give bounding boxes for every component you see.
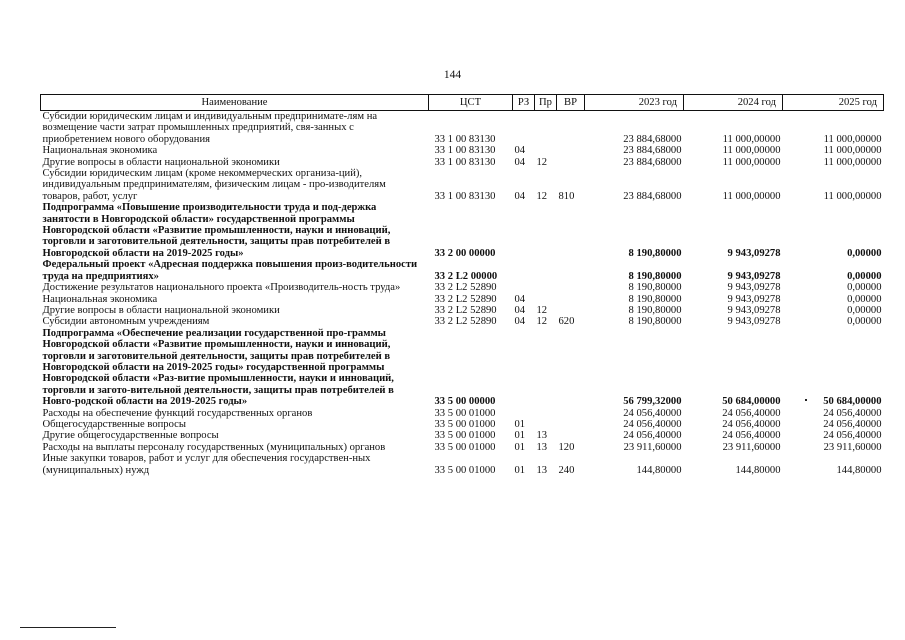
cell-pr	[535, 111, 557, 146]
cell-name: Иные закупки товаров, работ и услуг для обеспечения государствен-ных (муниципальных) нужд	[42, 453, 371, 476]
cell-pr: 12	[536, 304, 548, 316]
cell-rz: 04	[514, 316, 526, 328]
table-row	[41, 442, 884, 453]
cell-vr	[557, 157, 585, 168]
cell-2023: 24 056,40000	[623, 418, 682, 430]
cell-cst: 33 5 00 01000	[434, 464, 496, 476]
cell-2024: 11 000,00000	[722, 190, 781, 202]
cell-cst: 33 5 00 01000	[434, 418, 496, 430]
cell-2025: 50 684,00000	[823, 396, 882, 408]
header-vr: ВР	[557, 95, 585, 111]
cell-cst: 33 1 00 83130	[434, 156, 496, 168]
cell-2024: 9 943,09278	[727, 270, 781, 282]
header-2025: 2025 год	[783, 95, 884, 111]
cell-name: Расходы на выплаты персоналу государственных (муниципальных) органов	[42, 441, 386, 453]
cell-vr	[557, 305, 585, 316]
budget-table	[40, 94, 884, 476]
cell-2024: 11 000,00000	[722, 156, 781, 168]
cell-name: Субсидии юридическим лицам (кроме некоммерческих организа-ций), индивидуальным предпринимателям, физическим лицам - про-изводителям товаров, работ, услуг	[42, 168, 386, 202]
cell-rz	[513, 328, 535, 408]
table-row	[41, 294, 884, 305]
cell-name: Достижение результатов национального проекта «Производитель-ность труда»	[42, 282, 401, 294]
table-row	[41, 168, 884, 202]
cell-rz	[513, 408, 535, 419]
cell-2025: 11 000,00000	[823, 156, 882, 168]
cell-vr	[557, 408, 585, 419]
cell-pr	[535, 282, 557, 293]
header-2023: 2023 год	[585, 95, 684, 111]
cell-2023: 8 190,80000	[628, 270, 682, 282]
table-row	[41, 305, 884, 316]
header-pr: Пр	[535, 95, 557, 111]
cell-2023: 144,80000	[636, 464, 682, 476]
cell-pr: 13	[536, 441, 548, 453]
cell-2023: 24 056,40000	[623, 407, 682, 419]
cell-2023: 8 190,80000	[628, 293, 682, 305]
cell-cst: 33 2 L2 52890	[434, 293, 497, 305]
cell-rz: 04	[514, 190, 526, 202]
cell-2025: 11 000,00000	[823, 190, 882, 202]
cell-rz: 04	[514, 304, 526, 316]
table-row	[41, 408, 884, 419]
cell-cst: 33 5 00 01000	[434, 441, 496, 453]
cell-2024: 50 684,00000	[722, 396, 781, 408]
scan-speck	[805, 399, 807, 401]
cell-2024: 24 056,40000	[722, 418, 781, 430]
cell-pr: 12	[536, 156, 548, 168]
cell-vr	[557, 202, 585, 259]
cell-cst: 33 2 L2 52890	[434, 316, 497, 328]
cell-rz	[513, 202, 535, 259]
cell-2025: 11 000,00000	[823, 145, 882, 157]
cell-2025: 0,00000	[847, 316, 882, 328]
cell-vr	[557, 259, 585, 282]
cell-pr	[535, 408, 557, 419]
cell-cst: 33 1 00 83130	[434, 190, 496, 202]
cell-2025: 0,00000	[847, 293, 882, 305]
cell-2023: 23 884,68000	[623, 156, 682, 168]
header-cst: ЦСТ	[429, 95, 513, 111]
cell-vr	[557, 145, 585, 156]
table-row	[41, 145, 884, 156]
cell-rz: 04	[514, 145, 526, 157]
cell-pr	[535, 259, 557, 282]
cell-name: Национальная экономика	[42, 145, 158, 157]
cell-cst: 33 2 00 00000	[434, 247, 496, 259]
cell-rz	[513, 282, 535, 293]
cell-vr	[557, 328, 585, 408]
cell-pr: 12	[536, 190, 548, 202]
table-body	[41, 111, 884, 477]
cell-2024: 24 056,40000	[722, 430, 781, 442]
cell-2025: 0,00000	[847, 247, 882, 259]
cell-rz: 04	[514, 293, 526, 305]
table-row	[41, 259, 884, 282]
header-row	[41, 95, 884, 111]
cell-cst: 33 2 L2 00000	[434, 270, 498, 282]
cell-vr: 810	[558, 190, 575, 202]
cell-name: Другие вопросы в области национальной экономики	[42, 304, 280, 316]
table-row	[41, 202, 884, 259]
footnote-rule	[20, 627, 116, 628]
cell-name: Субсидии автономным учреждениям	[42, 316, 210, 328]
cell-2025: 0,00000	[847, 270, 882, 282]
header-rz: РЗ	[513, 95, 535, 111]
cell-cst: 33 2 L2 52890	[434, 282, 497, 294]
cell-pr: 12	[536, 316, 548, 328]
cell-name: Подпрограмма «Повышение производительности труда и под-держка занятости в Новгородской области» государственной программы Новгородской области «Развитие промышленности, науки и инноваций, торговли и заготовительной деятельности, защиты прав потребителей в Новгородской области на 2019-2025 годы»	[42, 202, 391, 259]
cell-2024: 11 000,00000	[722, 133, 781, 145]
cell-name: Общегосударственные вопросы	[42, 418, 186, 430]
cell-2025: 24 056,40000	[823, 418, 882, 430]
cell-2025: 144,80000	[836, 464, 882, 476]
cell-vr: 620	[558, 316, 575, 328]
cell-vr	[557, 430, 585, 441]
cell-rz: 01	[514, 430, 526, 442]
table-row	[41, 419, 884, 430]
cell-name: Субсидии юридическим лицам и индивидуальным предпринимате-лям на возмещение части затрат промышленных предприятий, свя-занных с приобретением нового оборудования	[42, 111, 378, 145]
cell-pr	[535, 419, 557, 430]
table-row	[41, 316, 884, 327]
cell-2024: 23 911,60000	[722, 441, 781, 453]
cell-pr: 13	[536, 430, 548, 442]
cell-2023: 8 190,80000	[628, 316, 682, 328]
cell-rz: 04	[514, 156, 526, 168]
header-name: Наименование	[41, 95, 429, 111]
cell-2023: 8 190,80000	[628, 304, 682, 316]
table-row	[41, 453, 884, 476]
cell-cst: 33 1 00 83130	[434, 145, 496, 157]
cell-2025: 24 056,40000	[823, 430, 882, 442]
cell-rz	[513, 259, 535, 282]
cell-2025: 23 911,60000	[823, 441, 882, 453]
cell-vr: 120	[558, 441, 575, 453]
cell-pr: 13	[536, 464, 548, 476]
cell-vr	[557, 294, 585, 305]
cell-2024: 9 943,09278	[727, 247, 781, 259]
cell-name: Федеральный проект «Адресная поддержка повышения произ-водительности труда на предприятиях»	[42, 259, 418, 282]
cell-vr	[557, 419, 585, 430]
cell-2024: 24 056,40000	[722, 407, 781, 419]
cell-2023: 8 190,80000	[628, 282, 682, 294]
cell-2024: 144,80000	[735, 464, 781, 476]
table-row	[41, 282, 884, 293]
table-row	[41, 111, 884, 146]
table-row	[41, 157, 884, 168]
cell-name: Национальная экономика	[42, 293, 158, 305]
cell-name: Подпрограмма «Обеспечение реализации государственной про-граммы Новгородской области «Развитие промышленности, науки и инноваций, торговли и заготовительной деятельности, защиты прав потребителей в Новгородской области на 2019-2025 годы» государственной программы Новгородской области «Раз-витие промышленности, науки и инноваций, торговли и загото-вительной деятельности, защиты прав потребителей в Новго-родской области на 2019-2025 годы»	[42, 327, 394, 408]
cell-2025: 11 000,00000	[823, 133, 882, 145]
cell-rz: 01	[514, 441, 526, 453]
header-2024: 2024 год	[684, 95, 783, 111]
cell-cst: 33 1 00 83130	[434, 133, 496, 145]
cell-cst: 33 2 L2 52890	[434, 304, 497, 316]
cell-pr	[535, 145, 557, 156]
cell-2025: 24 056,40000	[823, 407, 882, 419]
cell-2025: 0,00000	[847, 304, 882, 316]
table-row	[41, 430, 884, 441]
cell-2023: 8 190,80000	[628, 247, 682, 259]
cell-2023: 56 799,32000	[623, 396, 682, 408]
cell-name: Расходы на обеспечение функций государственных органов	[42, 407, 313, 419]
cell-2025: 0,00000	[847, 282, 882, 294]
page-number: 144	[443, 69, 462, 81]
cell-2024: 9 943,09278	[727, 316, 781, 328]
table-header	[41, 95, 884, 111]
cell-pr	[535, 328, 557, 408]
cell-vr	[557, 282, 585, 293]
cell-rz: 01	[514, 418, 526, 430]
cell-name: Другие вопросы в области национальной экономики	[42, 156, 280, 168]
table-row	[41, 328, 884, 408]
cell-rz	[513, 111, 535, 146]
cell-cst: 33 5 00 01000	[434, 407, 496, 419]
cell-rz: 01	[514, 464, 526, 476]
cell-2024: 9 943,09278	[727, 304, 781, 316]
cell-vr: 240	[558, 464, 575, 476]
cell-2024: 9 943,09278	[727, 293, 781, 305]
cell-cst: 33 5 00 01000	[434, 430, 496, 442]
cell-pr	[535, 202, 557, 259]
cell-2023: 23 884,68000	[623, 145, 682, 157]
cell-2023: 23 884,68000	[623, 190, 682, 202]
cell-2023: 23 884,68000	[623, 133, 682, 145]
cell-vr	[557, 111, 585, 146]
cell-name: Другие общегосударственные вопросы	[42, 430, 219, 442]
cell-2023: 24 056,40000	[623, 430, 682, 442]
cell-cst: 33 5 00 00000	[434, 396, 496, 408]
cell-2023: 23 911,60000	[623, 441, 682, 453]
cell-2024: 9 943,09278	[727, 282, 781, 294]
cell-pr	[535, 294, 557, 305]
cell-2024: 11 000,00000	[722, 145, 781, 157]
